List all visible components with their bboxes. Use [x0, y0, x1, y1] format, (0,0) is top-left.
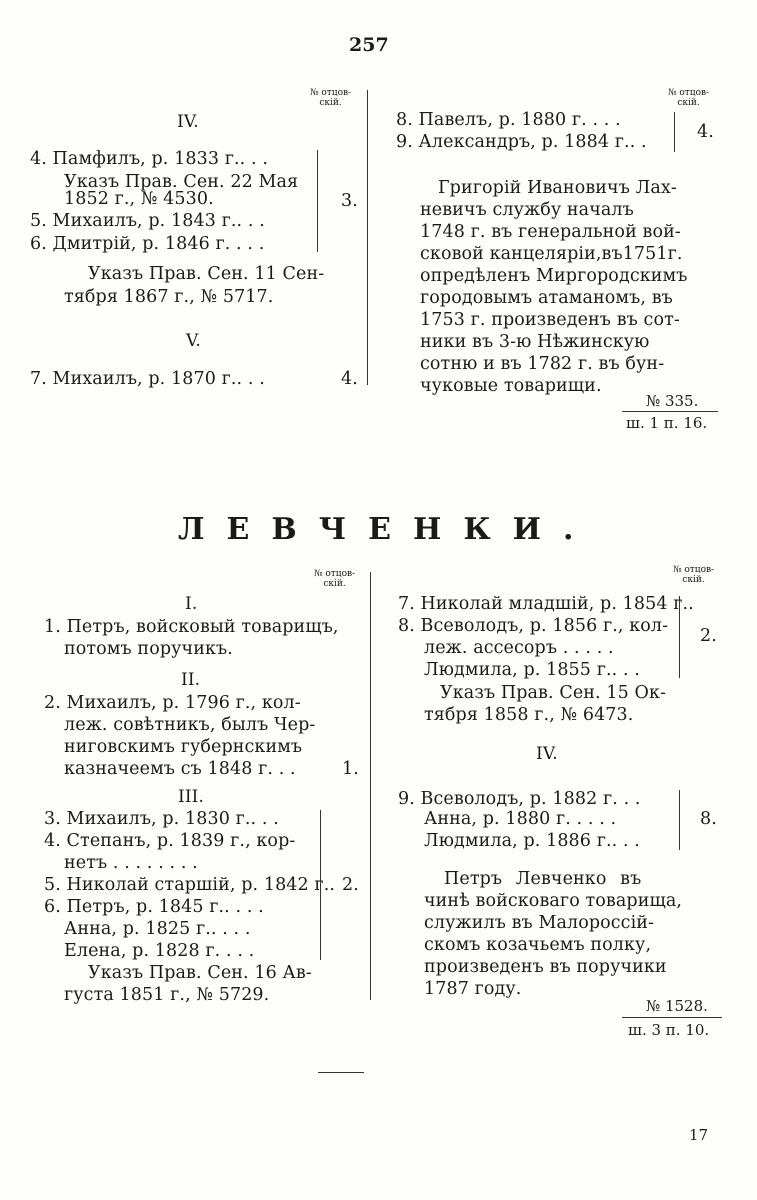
genealogy-entry: Людмила, р. 1855 г.. . .	[424, 660, 640, 680]
genealogy-entry: 4. Памфилъ, р. 1833 г.. . .	[30, 149, 268, 169]
biography-line: произведенъ въ поручики	[424, 957, 667, 977]
genealogy-entry: 2. Михаилъ, р. 1796 г., кол-	[44, 693, 301, 713]
genealogy-entry: Указъ Прав. Сен. 22 Мая	[64, 172, 299, 192]
genealogy-entry: 3. Михаилъ, р. 1830 г.. . .	[44, 809, 279, 829]
decree-text: Указъ Прав. Сен. 15 Ок-	[440, 683, 666, 703]
group-bracket	[679, 790, 680, 850]
biography-line: 1787 году.	[424, 979, 522, 999]
group-bracket	[679, 596, 680, 678]
shelf-mark: ш. 3 п. 10.	[628, 1021, 710, 1039]
biography-line: сковой канцеляріи,въ1751г.	[420, 244, 683, 264]
column-header	[673, 565, 714, 585]
column-header-line: скій.	[319, 98, 342, 108]
genealogy-entry: 7. Михаилъ, р. 1870 г.. . .	[30, 369, 265, 389]
decree-text: Указъ Прав. Сен. 16 Ав-	[88, 963, 312, 983]
genealogy-entry: 9. Всеволодъ, р. 1882 г. . .	[398, 789, 641, 809]
biography-line: опредѣленъ Миргородскимъ	[420, 266, 688, 286]
group-number: 4.	[697, 122, 714, 142]
genealogy-entry: нетъ . . . . . . . .	[64, 853, 198, 873]
biography-line: 1753 г. произведенъ въ сот-	[420, 310, 680, 330]
shelf-mark: ш. 1 п. 16.	[626, 414, 708, 432]
biography-line: чинѣ войсковаго товарища,	[424, 891, 683, 911]
genealogy-entry: 1852 г., № 4530.	[64, 189, 214, 209]
genealogy-entry: ниговскимъ губернскимъ	[64, 737, 303, 757]
decree-text: густа 1851 г., № 5729.	[64, 985, 270, 1005]
biography-line: скомъ козачьемъ полку,	[424, 935, 652, 955]
biography-line: ники въ 3-ю Нѣжинскую	[420, 332, 650, 352]
genealogy-entry: леж. совѣтникъ, былъ Чер-	[64, 715, 316, 735]
signature-number: 17	[689, 1126, 709, 1144]
biography-line: 1748 г. въ генеральной вой-	[420, 222, 681, 242]
group-number: 3.	[341, 191, 358, 211]
biography-line: Петръ Левченко въ	[444, 869, 642, 889]
genealogy-entry: 6. Петръ, р. 1845 г.. . . .	[44, 897, 264, 917]
group-number: 2.	[342, 875, 359, 895]
roman-heading: II.	[181, 670, 201, 690]
group-number: 2.	[700, 626, 717, 646]
decree-text: тября 1867 г., № 5717.	[64, 287, 274, 307]
genealogy-entry: 4. Степанъ, р. 1839 г., кор-	[44, 831, 296, 851]
roman-heading: IV.	[536, 744, 558, 764]
column-header-line: № отцов-	[314, 569, 356, 579]
group-bracket	[320, 810, 321, 960]
column-divider	[370, 572, 371, 1000]
column-header-line: скій.	[323, 579, 346, 589]
roman-heading: III.	[178, 787, 204, 807]
genealogy-entry: Людмила, р. 1886 г.. . .	[424, 831, 640, 851]
biography-line: невичъ службу началъ	[420, 200, 634, 220]
genealogy-entry: казначеемъ съ 1848 г. . .	[64, 759, 296, 779]
decree-text: Указъ Прав. Сен. 11 Сен-	[88, 264, 325, 284]
column-header-line: скій.	[677, 98, 700, 108]
column-header-line: скій.	[682, 575, 705, 585]
document-number: № 1528.	[646, 997, 708, 1015]
rule	[622, 411, 718, 412]
group-number: 8.	[700, 809, 717, 829]
biography-line: чуковые товарищи.	[420, 376, 602, 396]
genealogy-entry: Анна, р. 1880 г. . . . .	[424, 809, 617, 829]
genealogy-entry: леж. ассесоръ . . . . .	[424, 638, 614, 658]
biography-line: сотню и въ 1782 г. въ бун-	[420, 354, 665, 374]
column-header-line: № отцов-	[668, 88, 710, 98]
group-bracket	[674, 112, 675, 152]
column-header	[314, 569, 355, 589]
group-number: 1.	[342, 759, 359, 779]
roman-heading: IV.	[177, 112, 199, 132]
biography-line: Григорій Ивановичъ Лах-	[438, 178, 677, 198]
genealogy-entry: 9. Александръ, р. 1884 г.. .	[396, 132, 647, 152]
genealogy-entry: 1. Петръ, войсковый товарищъ,	[44, 617, 339, 637]
section-title: ЛЕВЧЕНКИ.	[178, 512, 596, 547]
genealogy-entry: 5. Михаилъ, р. 1843 г.. . .	[30, 211, 265, 231]
genealogy-entry: 5. Николай старшій, р. 1842 г..	[44, 875, 336, 895]
column-header	[310, 88, 351, 108]
roman-heading: V.	[186, 331, 201, 351]
page-number: 257	[349, 34, 389, 56]
genealogy-entry: 6. Дмитрій, р. 1846 г. . . .	[30, 234, 265, 254]
column-header	[668, 88, 709, 108]
column-divider	[367, 90, 368, 385]
genealogy-entry: Анна, р. 1825 г.. . . .	[64, 919, 251, 939]
rule	[318, 1072, 364, 1073]
biography-line: служилъ въ Малороссій-	[424, 913, 655, 933]
group-bracket	[317, 150, 318, 252]
rule	[622, 1017, 722, 1018]
column-header-line: № отцов-	[310, 88, 352, 98]
biography-line: городовымъ атаманомъ, въ	[420, 288, 673, 308]
group-number: 4.	[341, 369, 358, 389]
genealogy-entry: 7. Николай младшій, р. 1854 г..	[398, 594, 694, 614]
genealogy-entry: потомъ поручикъ.	[64, 639, 233, 659]
document-number: № 335.	[646, 392, 699, 410]
roman-heading: I.	[185, 594, 198, 614]
column-header-line: № отцов-	[673, 565, 715, 575]
genealogy-entry: 8. Всеволодъ, р. 1856 г., кол-	[398, 616, 669, 636]
decree-text: тября 1858 г., № 6473.	[424, 705, 634, 725]
genealogy-entry: 8. Павелъ, р. 1880 г. . . .	[396, 110, 621, 130]
genealogy-entry: Елена, р. 1828 г. . . .	[64, 941, 255, 961]
